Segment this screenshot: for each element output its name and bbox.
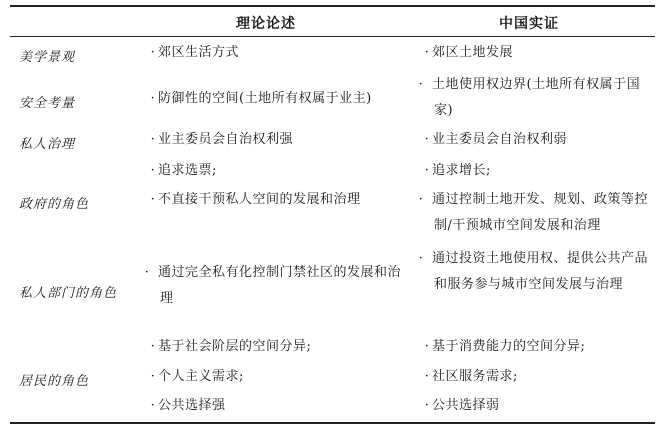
header-china-evidence: 中国实证 <box>499 16 559 32</box>
evidence-item: · 业主委员会自治权利弱 <box>424 132 568 147</box>
evidence-item: · 追求增长; <box>424 163 491 178</box>
theory-item: · 防御性的空间(土地所有权属于业主) <box>150 91 372 106</box>
theory-item: · 业主委员会自治权利强 <box>150 132 294 147</box>
theory-item: · 通过完全私有化控制门禁社区的发展和治理 <box>144 265 402 306</box>
theory-item: · 追求选票; <box>150 163 217 178</box>
evidence-item: · 通过控制土地开发、规划、政策等控制/干预城市空间发展和治理 <box>418 192 649 233</box>
theory-item: · 公共选择强 <box>150 398 226 413</box>
header-theory: 理论论述 <box>236 16 296 32</box>
table-top-rule <box>10 5 655 7</box>
evidence-item: · 公共选择弱 <box>424 398 500 413</box>
evidence-item: · 社区服务需求; <box>424 369 518 384</box>
row-label-security: 安全考量 <box>19 96 76 111</box>
evidence-item: · 土地使用权边界(土地所有权属于国家) <box>418 77 641 118</box>
row-label-government: 政府的角色 <box>19 197 90 212</box>
theory-item: · 不直接干预私人空间的发展和治理 <box>150 192 361 207</box>
row-label-residents: 居民的角色 <box>19 374 90 389</box>
table-bottom-rule <box>10 422 655 424</box>
theory-item: · 郊区生活方式 <box>150 45 240 60</box>
row-label-aesthetic: 美学景观 <box>19 50 76 65</box>
row-label-private-sector: 私人部门的角色 <box>19 286 118 301</box>
theory-item: · 个人主义需求; <box>150 369 244 384</box>
row-label-private-governance: 私人治理 <box>19 137 76 152</box>
evidence-item: · 郊区土地发展 <box>424 45 514 60</box>
evidence-item: · 通过投资土地使用权、提供公共产品和服务参与城市空间发展与治理 <box>418 251 649 292</box>
table-header-rule <box>10 36 655 37</box>
evidence-item: · 基于消费能力的空间分异; <box>424 339 586 354</box>
theory-item: · 基于社会阶层的空间分异; <box>150 339 312 354</box>
